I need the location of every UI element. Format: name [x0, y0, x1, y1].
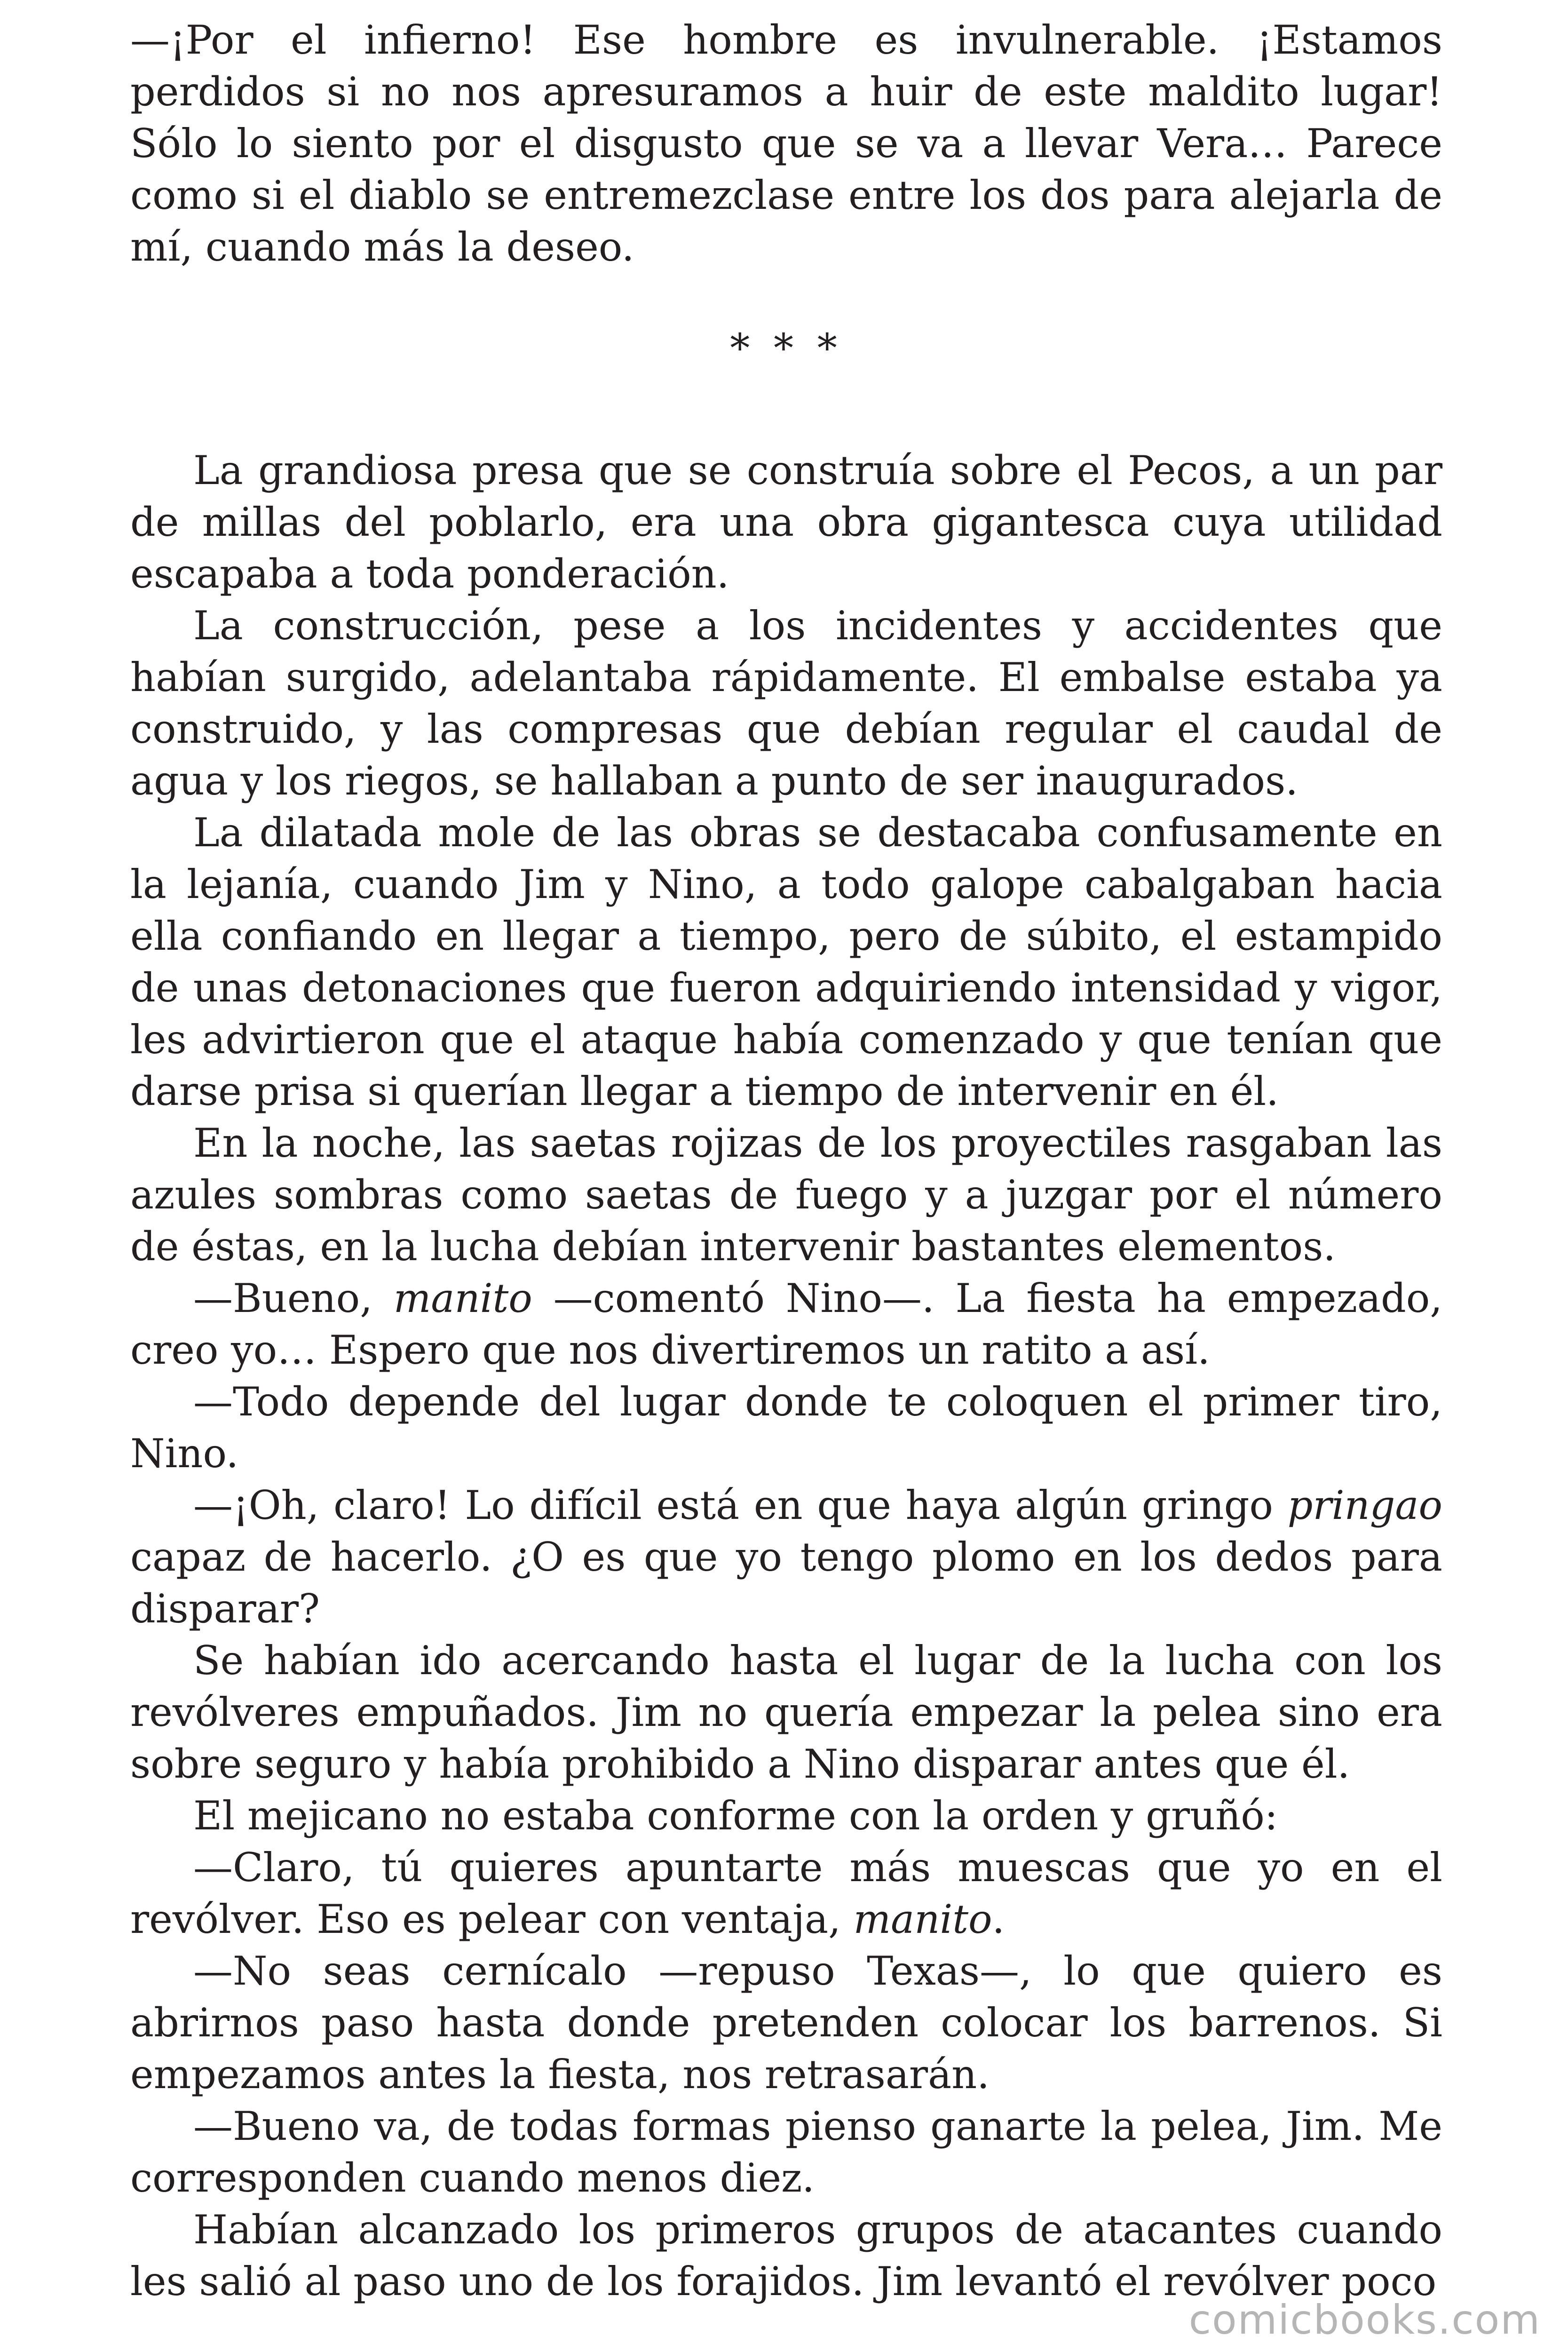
- dialogue-jim-tiro: —Todo depende del lugar donde te coloquen el primer tiro, Nino.: [130, 1379, 1442, 1477]
- paragraph-construction: La construcción, pese a los incidentes y accidentes que habían surgido, adelantaba rápidamente. El embalse estaba ya construido, y las compresas que debían regular el caudal de agua y los riegos, se hallaban a punto de ser inaugurados.: [130, 603, 1442, 804]
- watermark-logo: comicbooks.com: [1188, 2296, 1541, 2344]
- paragraph-opening-dialogue: —¡Por el infierno! Ese hombre es invulnerable. ¡Estamos perdidos si no nos apresuramos a huir de este maldito lugar! Sólo lo siento por el disgusto que se va a llevar Vera… Parece como si el diablo se entremezclase entre los dos para alejarla de mí, cuando más la deseo.: [130, 17, 1442, 270]
- dialogue-nino-muescas: —Claro, tú quieres apuntarte más muescas que yo en el revólver. Eso es pelear con ventaja, manito.: [130, 1844, 1442, 1942]
- paragraph-gallop: La dilatada mole de las obras se destacaba confusamente en la lejanía, cuando Jim y Nino, a todo galope cabalgaban hacia ella confiando en llegar a tiempo, pero de súbito, el estampido de unas detonaciones que fueron adquiriendo intensidad y vigor, les advirtieron que el ataque había comenzado y que tenían que darse prisa si querían llegar a tiempo de intervenir en él.: [130, 810, 1442, 1114]
- scene-break: * * *: [730, 325, 843, 371]
- dialogue-nino-plomo: —¡Oh, claro! Lo difícil está en que haya algún gringo pringao capaz de hacerlo. ¿O es que yo tengo plomo en los dedos para disparar?: [130, 1482, 1442, 1632]
- dialogue-nino-fiesta: —Bueno, manito —comentó Nino—. La fiesta ha empezado, creo yo… Espero que nos divertiremos un ratito a así.: [130, 1275, 1442, 1373]
- dialogue-texas-barrenos: —No seas cernícalo —repuso Texas—, lo que quiero es abrirnos paso hasta donde pretenden colocar los barrenos. Si empezamos antes la fiesta, nos retrasarán.: [130, 1948, 1442, 2098]
- paragraph-outlaw: Habían alcanzado los primeros grupos de atacantes cuando les salió al paso uno de los forajidos. Jim levantó el revólver poco: [130, 2207, 1442, 2304]
- dialogue-nino-diez: —Bueno va, de todas formas pienso ganarte la pelea, Jim. Me corresponden cuando menos diez.: [130, 2103, 1442, 2201]
- book-page: [130, 14, 1442, 2307]
- paragraph-night: En la noche, las saetas rojizas de los proyectiles rasgaban las azules sombras como saetas de fuego y a juzgar por el número de éstas, en la lucha debían intervenir bastantes elementos.: [130, 1120, 1442, 1270]
- paragraph-approach: Se habían ido acercando hasta el lugar de la lucha con los revólveres empuñados. Jim no quería empezar la pelea sino era sobre seguro y había prohibido a Nino disparar antes que él.: [130, 1637, 1442, 1787]
- paragraph-mexican: El mejicano no estaba conforme con la orden y gruñó:: [193, 1793, 1278, 1839]
- paragraph-dam: La grandiosa presa que se construía sobre el Pecos, a un par de millas del poblarlo, era una obra gigantesca cuya utilidad escapaba a toda ponderación.: [130, 447, 1442, 597]
